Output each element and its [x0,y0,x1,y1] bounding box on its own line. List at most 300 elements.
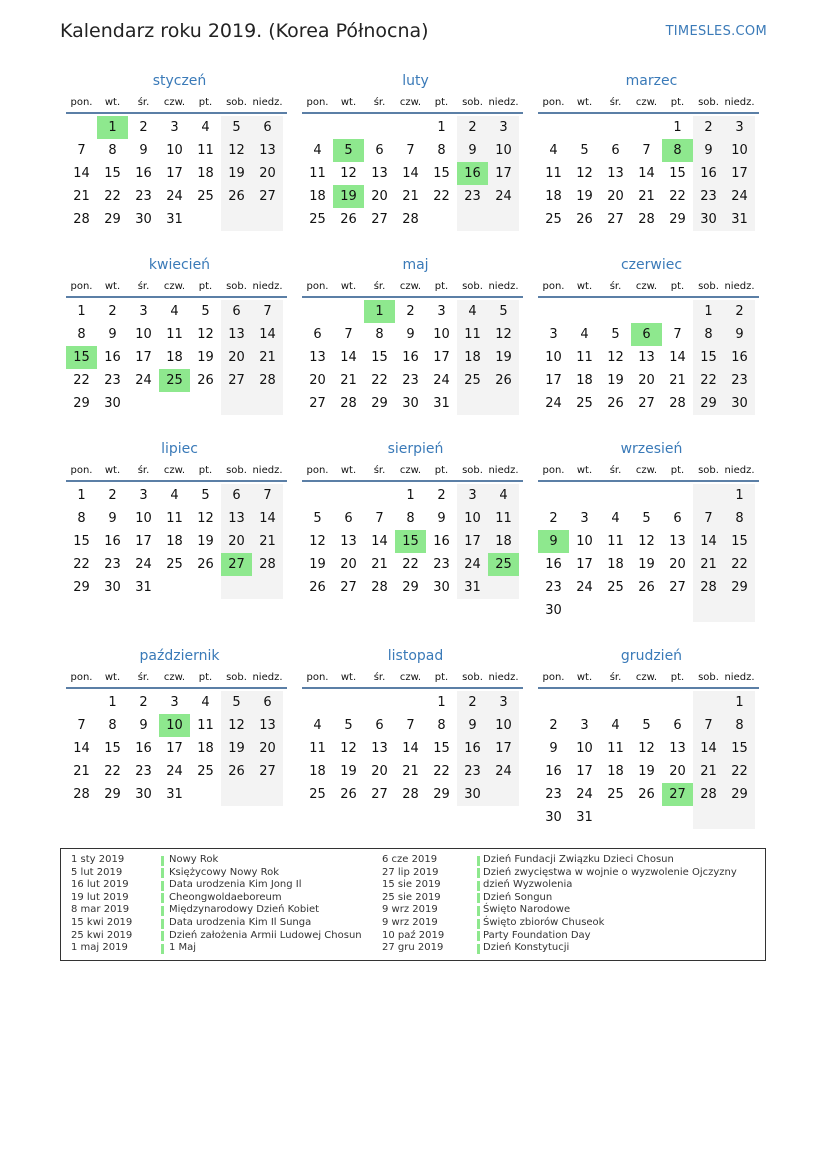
day-cell[interactable]: 29 [104,787,121,802]
day-cell[interactable]: 11 [309,741,326,756]
day-cell[interactable]: 1 [77,488,86,503]
day-cell[interactable]: 18 [576,373,593,388]
day-cell[interactable]: 29 [669,212,686,227]
day-cell[interactable]: 15 [371,350,388,365]
day-cell[interactable]: 24 [166,189,183,204]
day-cell[interactable]: 20 [669,557,686,572]
day-cell[interactable]: 11 [166,327,183,342]
day-cell[interactable]: 2 [549,511,558,526]
day-cell[interactable]: 18 [197,166,214,181]
day-cell[interactable]: 27 [371,787,388,802]
day-cell[interactable]: 30 [104,580,121,595]
day-cell[interactable]: 5 [201,304,210,319]
day-cell[interactable]: 1 [673,120,682,135]
day-cell[interactable]: 3 [549,327,558,342]
day-cell[interactable]: 29 [73,580,90,595]
day-cell[interactable]: 19 [638,764,655,779]
day-cell[interactable]: 21 [371,557,388,572]
day-cell[interactable]: 10 [488,714,519,737]
day-cell[interactable]: 18 [607,764,624,779]
day-cell[interactable]: 29 [693,392,724,415]
day-cell[interactable]: 25 [309,212,326,227]
day-cell[interactable]: 26 [221,185,252,208]
day-cell[interactable]: 28 [252,553,283,576]
day-cell[interactable]: 24 [457,553,488,576]
day-cell[interactable]: 8 [724,714,755,737]
day-cell[interactable]: 1 [406,488,415,503]
day-cell[interactable]: 27 [221,369,252,392]
site-link[interactable]: TIMESLES.COM [665,24,767,39]
day-cell[interactable]: 2 [139,695,148,710]
day-cell[interactable]: 7 [252,484,283,507]
day-cell[interactable]: 24 [576,787,593,802]
day-cell[interactable]: 13 [669,534,686,549]
day-cell[interactable]: 9 [108,327,117,342]
day-cell[interactable]: 15 [73,534,90,549]
day-cell[interactable]: 31 [724,208,755,231]
day-cell[interactable]: 9 [406,327,415,342]
day-cell[interactable]: 5 [313,511,322,526]
day-cell[interactable]: 3 [457,484,488,507]
day-cell[interactable]: 17 [488,162,519,185]
day-cell[interactable]: 29 [724,576,755,599]
day-cell[interactable]: 5 [221,691,252,714]
day-cell[interactable]: 8 [108,718,117,733]
day-cell[interactable]: 13 [371,166,388,181]
day-cell[interactable]: 28 [73,212,90,227]
day-cell[interactable]: 13 [221,323,252,346]
day-cell[interactable]: 22 [73,373,90,388]
day-cell[interactable]: 12 [221,139,252,162]
day-cell[interactable]: 2 [693,116,724,139]
day-cell[interactable]: 18 [607,557,624,572]
day-cell[interactable]: 8 [693,323,724,346]
day-cell[interactable]: 15 [433,741,450,756]
day-cell[interactable]: 22 [669,189,686,204]
day-cell[interactable]: 10 [576,741,593,756]
day-cell[interactable]: 16 [545,557,562,572]
day-cell[interactable]: 11 [576,350,593,365]
day-cell[interactable]: 18 [488,530,519,553]
day-cell[interactable]: 27 [309,396,326,411]
day-cell[interactable]: 24 [724,185,755,208]
day-cell[interactable]: 22 [433,764,450,779]
day-cell[interactable]: 1 [437,120,446,135]
day-cell[interactable]: 12 [340,166,357,181]
day-cell[interactable]: 20 [340,557,357,572]
day-cell[interactable]: 16 [545,764,562,779]
day-cell[interactable]: 23 [457,185,488,208]
day-cell[interactable]: 10 [545,350,562,365]
day-cell[interactable]: 6 [375,143,384,158]
day-cell[interactable]: 1 [97,116,128,139]
day-cell[interactable]: 5 [488,300,519,323]
day-cell[interactable]: 3 [724,116,755,139]
day-cell[interactable]: 24 [488,185,519,208]
day-cell[interactable]: 3 [170,695,179,710]
day-cell[interactable]: 5 [611,327,620,342]
day-cell[interactable]: 3 [139,488,148,503]
day-cell[interactable]: 29 [433,787,450,802]
day-cell[interactable]: 8 [406,511,415,526]
day-cell[interactable]: 16 [433,534,450,549]
day-cell[interactable]: 17 [545,373,562,388]
day-cell[interactable]: 4 [170,304,179,319]
day-cell[interactable]: 6 [252,116,283,139]
day-cell[interactable]: 26 [309,580,326,595]
day-cell[interactable]: 2 [406,304,415,319]
day-cell[interactable]: 22 [402,557,419,572]
day-cell[interactable]: 17 [724,162,755,185]
day-cell[interactable]: 4 [488,484,519,507]
day-cell[interactable]: 20 [309,373,326,388]
day-cell[interactable]: 18 [166,350,183,365]
day-cell[interactable]: 29 [104,212,121,227]
day-cell[interactable]: 30 [104,396,121,411]
day-cell[interactable]: 25 [545,212,562,227]
day-cell[interactable]: 9 [549,741,558,756]
day-cell[interactable]: 6 [344,511,353,526]
day-cell[interactable]: 19 [638,557,655,572]
day-cell[interactable]: 1 [724,691,755,714]
day-cell[interactable]: 17 [457,530,488,553]
day-cell[interactable]: 10 [135,327,152,342]
day-cell[interactable]: 2 [457,691,488,714]
day-cell[interactable]: 16 [457,737,488,760]
day-cell[interactable]: 6 [611,143,620,158]
day-cell[interactable]: 3 [488,691,519,714]
day-cell[interactable]: 29 [73,396,90,411]
day-cell[interactable]: 21 [638,189,655,204]
day-cell[interactable]: 20 [252,737,283,760]
day-cell[interactable]: 5 [642,511,651,526]
day-cell[interactable]: 22 [73,557,90,572]
day-cell[interactable]: 15 [433,166,450,181]
day-cell[interactable]: 7 [642,143,651,158]
day-cell[interactable]: 13 [340,534,357,549]
day-cell[interactable]: 25 [197,764,214,779]
day-cell[interactable]: 25 [576,396,593,411]
day-cell[interactable]: 30 [693,208,724,231]
day-cell[interactable]: 28 [73,787,90,802]
day-cell[interactable]: 27 [252,185,283,208]
day-cell[interactable]: 6 [673,511,682,526]
day-cell[interactable]: 3 [437,304,446,319]
day-cell[interactable]: 2 [437,488,446,503]
day-cell[interactable]: 5 [333,139,364,162]
day-cell[interactable]: 2 [108,488,117,503]
day-cell[interactable]: 16 [135,741,152,756]
day-cell[interactable]: 15 [104,166,121,181]
day-cell[interactable]: 6 [631,323,662,346]
day-cell[interactable]: 29 [724,783,755,806]
day-cell[interactable]: 15 [395,530,426,553]
day-cell[interactable]: 24 [545,396,562,411]
day-cell[interactable]: 20 [607,189,624,204]
day-cell[interactable]: 28 [669,396,686,411]
day-cell[interactable]: 30 [135,787,152,802]
day-cell[interactable]: 4 [201,695,210,710]
day-cell[interactable]: 16 [724,346,755,369]
day-cell[interactable]: 5 [221,116,252,139]
day-cell[interactable]: 5 [642,718,651,733]
day-cell[interactable]: 25 [197,189,214,204]
day-cell[interactable]: 11 [309,166,326,181]
day-cell[interactable]: 1 [437,695,446,710]
day-cell[interactable]: 20 [221,530,252,553]
day-cell[interactable]: 14 [669,350,686,365]
day-cell[interactable]: 17 [433,350,450,365]
day-cell[interactable]: 8 [108,143,117,158]
day-cell[interactable]: 30 [457,783,488,806]
day-cell[interactable]: 1 [724,484,755,507]
day-cell[interactable]: 6 [313,327,322,342]
day-cell[interactable]: 7 [344,327,353,342]
day-cell[interactable]: 18 [309,764,326,779]
day-cell[interactable]: 1 [108,695,117,710]
day-cell[interactable]: 16 [457,162,488,185]
day-cell[interactable]: 18 [457,346,488,369]
day-cell[interactable]: 9 [139,718,148,733]
day-cell[interactable]: 12 [221,714,252,737]
day-cell[interactable]: 15 [724,737,755,760]
day-cell[interactable]: 7 [693,507,724,530]
day-cell[interactable]: 6 [221,484,252,507]
day-cell[interactable]: 12 [340,741,357,756]
day-cell[interactable]: 4 [580,327,589,342]
day-cell[interactable]: 23 [433,557,450,572]
day-cell[interactable]: 7 [77,143,86,158]
day-cell[interactable]: 5 [344,718,353,733]
day-cell[interactable]: 4 [549,143,558,158]
day-cell[interactable]: 23 [402,373,419,388]
day-cell[interactable]: 25 [488,553,519,576]
day-cell[interactable]: 2 [108,304,117,319]
day-cell[interactable]: 23 [135,189,152,204]
day-cell[interactable]: 30 [433,580,450,595]
day-cell[interactable]: 6 [375,718,384,733]
day-cell[interactable]: 30 [545,810,562,825]
day-cell[interactable]: 13 [638,350,655,365]
day-cell[interactable]: 22 [724,760,755,783]
day-cell[interactable]: 19 [221,162,252,185]
day-cell[interactable]: 8 [77,511,86,526]
day-cell[interactable]: 24 [488,760,519,783]
day-cell[interactable]: 4 [611,718,620,733]
day-cell[interactable]: 11 [607,741,624,756]
day-cell[interactable]: 25 [166,557,183,572]
day-cell[interactable]: 17 [576,764,593,779]
day-cell[interactable]: 19 [197,534,214,549]
day-cell[interactable]: 10 [433,327,450,342]
day-cell[interactable]: 11 [545,166,562,181]
day-cell[interactable]: 15 [669,166,686,181]
day-cell[interactable]: 7 [375,511,384,526]
day-cell[interactable]: 30 [135,212,152,227]
day-cell[interactable]: 27 [221,553,252,576]
day-cell[interactable]: 3 [170,120,179,135]
day-cell[interactable]: 26 [607,396,624,411]
day-cell[interactable]: 17 [135,350,152,365]
day-cell[interactable]: 21 [693,760,724,783]
day-cell[interactable]: 27 [662,783,693,806]
day-cell[interactable]: 21 [402,764,419,779]
day-cell[interactable]: 24 [433,373,450,388]
day-cell[interactable]: 19 [309,557,326,572]
day-cell[interactable]: 8 [437,718,446,733]
day-cell[interactable]: 10 [166,143,183,158]
day-cell[interactable]: 27 [607,212,624,227]
day-cell[interactable]: 11 [607,534,624,549]
day-cell[interactable]: 31 [576,810,593,825]
day-cell[interactable]: 28 [340,396,357,411]
day-cell[interactable]: 4 [457,300,488,323]
day-cell[interactable]: 27 [340,580,357,595]
day-cell[interactable]: 28 [402,212,419,227]
day-cell[interactable]: 30 [545,603,562,618]
day-cell[interactable]: 25 [309,787,326,802]
day-cell[interactable]: 21 [340,373,357,388]
day-cell[interactable]: 31 [166,787,183,802]
day-cell[interactable]: 23 [724,369,755,392]
day-cell[interactable]: 9 [693,139,724,162]
day-cell[interactable]: 20 [221,346,252,369]
day-cell[interactable]: 18 [309,189,326,204]
day-cell[interactable]: 14 [73,741,90,756]
day-cell[interactable]: 13 [221,507,252,530]
day-cell[interactable]: 20 [371,189,388,204]
day-cell[interactable]: 22 [371,373,388,388]
day-cell[interactable]: 14 [638,166,655,181]
day-cell[interactable]: 12 [638,741,655,756]
day-cell[interactable]: 16 [693,162,724,185]
day-cell[interactable]: 27 [371,212,388,227]
day-cell[interactable]: 22 [433,189,450,204]
day-cell[interactable]: 14 [252,507,283,530]
day-cell[interactable]: 13 [607,166,624,181]
day-cell[interactable]: 19 [333,185,364,208]
day-cell[interactable]: 25 [607,787,624,802]
day-cell[interactable]: 4 [313,143,322,158]
day-cell[interactable]: 13 [371,741,388,756]
day-cell[interactable]: 28 [252,369,283,392]
day-cell[interactable]: 26 [576,212,593,227]
day-cell[interactable]: 11 [197,143,214,158]
day-cell[interactable]: 28 [638,212,655,227]
day-cell[interactable]: 21 [252,346,283,369]
day-cell[interactable]: 16 [402,350,419,365]
day-cell[interactable]: 10 [488,139,519,162]
day-cell[interactable]: 4 [170,488,179,503]
day-cell[interactable]: 27 [669,580,686,595]
day-cell[interactable]: 9 [724,323,755,346]
day-cell[interactable]: 16 [104,350,121,365]
day-cell[interactable]: 14 [73,166,90,181]
day-cell[interactable]: 22 [693,369,724,392]
day-cell[interactable]: 15 [104,741,121,756]
day-cell[interactable]: 21 [73,764,90,779]
day-cell[interactable]: 6 [252,691,283,714]
day-cell[interactable]: 14 [402,741,419,756]
day-cell[interactable]: 7 [673,327,682,342]
day-cell[interactable]: 17 [488,737,519,760]
day-cell[interactable]: 21 [252,530,283,553]
day-cell[interactable]: 25 [457,369,488,392]
day-cell[interactable]: 9 [457,139,488,162]
day-cell[interactable]: 17 [576,557,593,572]
day-cell[interactable]: 21 [669,373,686,388]
day-cell[interactable]: 3 [488,116,519,139]
day-cell[interactable]: 16 [104,534,121,549]
day-cell[interactable]: 1 [77,304,86,319]
day-cell[interactable]: 23 [693,185,724,208]
day-cell[interactable]: 12 [607,350,624,365]
day-cell[interactable]: 9 [437,511,446,526]
day-cell[interactable]: 20 [669,764,686,779]
day-cell[interactable]: 14 [402,166,419,181]
day-cell[interactable]: 20 [638,373,655,388]
day-cell[interactable]: 4 [201,120,210,135]
day-cell[interactable]: 23 [457,760,488,783]
day-cell[interactable]: 10 [135,511,152,526]
day-cell[interactable]: 23 [104,557,121,572]
day-cell[interactable]: 26 [340,212,357,227]
day-cell[interactable]: 7 [693,714,724,737]
day-cell[interactable]: 6 [221,300,252,323]
day-cell[interactable]: 13 [252,139,283,162]
day-cell[interactable]: 24 [135,557,152,572]
day-cell[interactable]: 18 [166,534,183,549]
day-cell[interactable]: 14 [693,530,724,553]
day-cell[interactable]: 12 [309,534,326,549]
day-cell[interactable]: 26 [488,369,519,392]
day-cell[interactable]: 14 [340,350,357,365]
day-cell[interactable]: 3 [580,718,589,733]
day-cell[interactable]: 19 [221,737,252,760]
day-cell[interactable]: 23 [104,373,121,388]
day-cell[interactable]: 7 [406,718,415,733]
day-cell[interactable]: 11 [197,718,214,733]
day-cell[interactable]: 21 [402,189,419,204]
day-cell[interactable]: 17 [166,741,183,756]
day-cell[interactable]: 8 [77,327,86,342]
day-cell[interactable]: 9 [139,143,148,158]
day-cell[interactable]: 18 [545,189,562,204]
day-cell[interactable]: 27 [252,760,283,783]
day-cell[interactable]: 14 [252,323,283,346]
day-cell[interactable]: 12 [197,327,214,342]
day-cell[interactable]: 18 [197,741,214,756]
day-cell[interactable]: 3 [139,304,148,319]
day-cell[interactable]: 15 [693,346,724,369]
day-cell[interactable]: 29 [402,580,419,595]
day-cell[interactable]: 24 [576,580,593,595]
day-cell[interactable]: 22 [104,764,121,779]
day-cell[interactable]: 31 [166,212,183,227]
day-cell[interactable]: 30 [402,396,419,411]
day-cell[interactable]: 22 [104,189,121,204]
day-cell[interactable]: 26 [638,787,655,802]
day-cell[interactable]: 5 [201,488,210,503]
day-cell[interactable]: 29 [371,396,388,411]
day-cell[interactable]: 13 [669,741,686,756]
day-cell[interactable]: 19 [488,346,519,369]
day-cell[interactable]: 21 [693,553,724,576]
day-cell[interactable]: 19 [607,373,624,388]
day-cell[interactable]: 17 [166,166,183,181]
day-cell[interactable]: 2 [139,120,148,135]
day-cell[interactable]: 14 [693,737,724,760]
